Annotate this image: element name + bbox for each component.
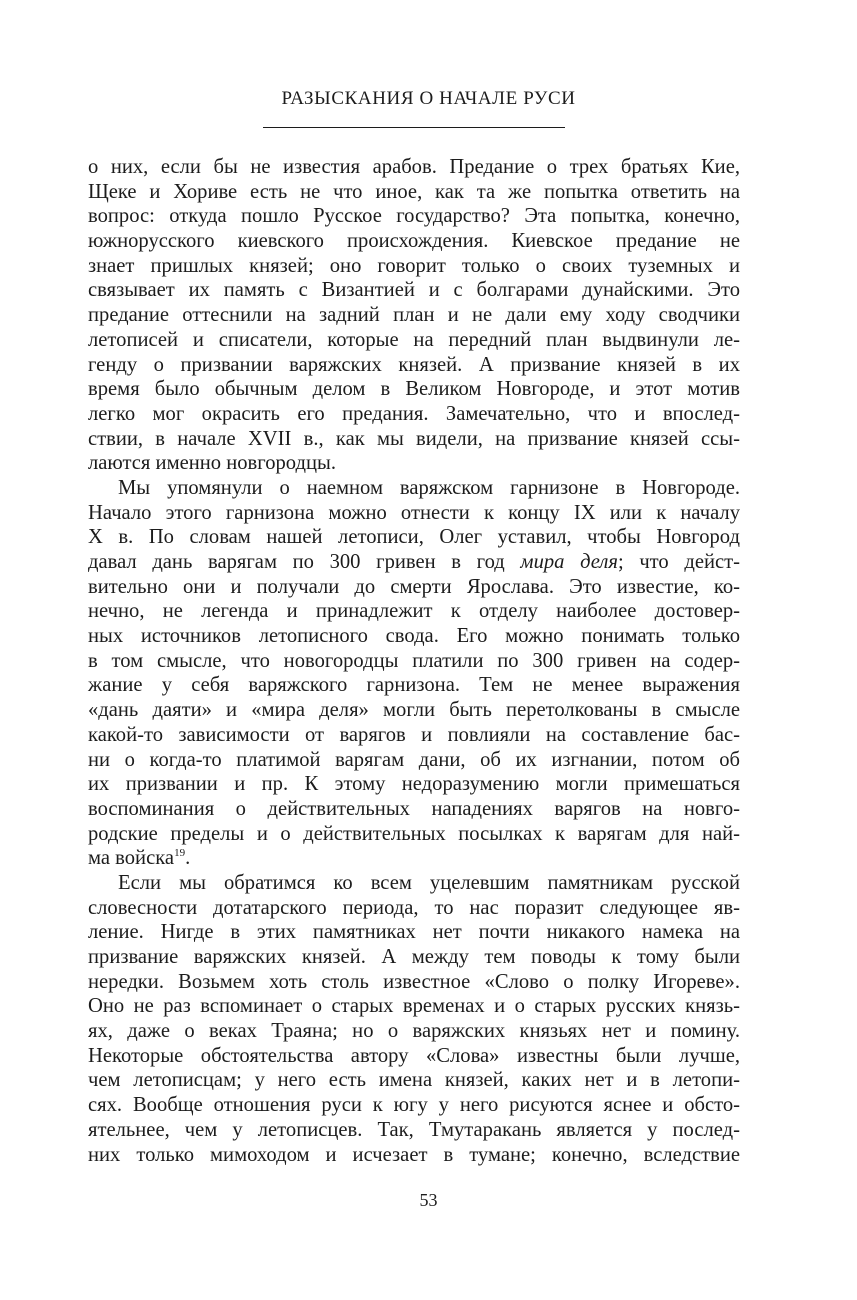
text-line: ятельнее, чем у летописцев. Так, Тмутаракань является у послед- xyxy=(88,1118,740,1141)
text-line: Если мы обратимся ко всем уцелевшим памятникам русской xyxy=(118,871,740,894)
text-line: родские пределы и о действительных посылках к варягам для най- xyxy=(88,822,740,845)
text-line: какой-то зависимости от варягов и повлияли на составление бас- xyxy=(88,723,740,746)
text-line: генду о призвании варяжских князей. А призвание князей в их xyxy=(88,353,740,376)
text-line: ных источников летописного свода. Его можно понимать только xyxy=(88,625,740,648)
header-rule xyxy=(263,127,565,128)
text-line: Некоторые обстоятельства автору «Слова» известны были лучше, xyxy=(88,1044,740,1067)
text-line: о них, если бы не известия арабов. Предание о трех братьях Кие, xyxy=(88,156,740,178)
text-run: ма войска xyxy=(88,847,175,870)
paragraph xyxy=(88,476,740,871)
text-line: сях. Вообще отношения руси к югу у него рисуются яснее и обсто- xyxy=(88,1094,740,1117)
text-run: давал дань варягам по 300 гривен в год xyxy=(88,551,521,573)
text-line: «дань даяти» и «мира деля» могли быть перетолкованы в смысле xyxy=(88,699,740,722)
text-line: словесности дотатарского периода, то нас поразит следующее яв- xyxy=(88,896,740,919)
text-line: ях, даже о веках Траяна; но о варяжских князьях нет и помину. xyxy=(88,1020,740,1043)
text-run: . xyxy=(185,847,191,870)
footnote-marker[interactable]: 19 xyxy=(174,847,186,860)
text-line: в том смысле, что новогородцы платили по 300 гривен на содер- xyxy=(88,649,740,672)
text-line: ление. Нигде в этих памятниках нет почти никакого намека на xyxy=(88,921,740,944)
body-text xyxy=(88,155,740,1167)
text-line xyxy=(88,550,740,575)
text-line: южнорусского киевского происхождения. Киевское предание не xyxy=(88,230,740,253)
text-line: жание у себя варяжского гарнизона. Тем не менее выражения xyxy=(88,674,740,697)
text-line: лаются именно новгородцы. xyxy=(88,452,336,475)
text-line: вопрос: откуда пошло Русское государство? Эта попытка, конечно, xyxy=(88,205,740,228)
text-line: нередки. Возьмем хоть столь известное «Слово о полку Игореве». xyxy=(88,970,740,993)
text-line: легко мог окрасить его предания. Замечательно, что и впослед- xyxy=(88,402,740,425)
text-line: X в. По словам нашей летописи, Олег уставил, чтобы Новгород xyxy=(88,526,740,549)
text-line: летописей и списатели, которые на передний план выдвинули ле- xyxy=(88,328,740,351)
paragraph xyxy=(88,155,740,476)
text-line: ствии, в начале XVII в., как мы видели, на призвание князей ссы- xyxy=(88,427,740,450)
text-line: Щеке и Хориве есть не что иное, как та же попытка ответить на xyxy=(88,180,740,203)
text-line xyxy=(88,846,740,871)
text-line: знает пришлых князей; оно говорит только о своих туземных и xyxy=(88,254,740,277)
text-line: Мы упомянули о наемном варяжском гарнизоне в Новгороде. xyxy=(118,476,740,499)
text-line: предание оттеснили на задний план и не дали ему ходу сводчики xyxy=(88,304,740,327)
text-line: их призвании и пр. К этому недоразумению могли примешаться xyxy=(88,773,740,796)
italic-phrase: мира деля xyxy=(520,551,618,573)
text-line: воспоминания о действительных нападениях варягов на новго- xyxy=(88,797,740,820)
text-line: ни о когда-то платимой варягам дани, об их изгнании, потом об xyxy=(88,748,740,771)
text-line: них только мимоходом и исчезает в тумане; конечно, вследствие xyxy=(88,1143,740,1166)
paragraph xyxy=(88,871,740,1167)
text-line: нечно, не легенда и принадлежит к отделу наиболее достовер- xyxy=(88,600,740,623)
text-line: чем летописцам; у него есть имена князей, каких нет и в летопи- xyxy=(88,1069,740,1092)
text-line: время было обычным делом в Великом Новгороде, и этот мотив xyxy=(88,378,740,401)
text-run: ; что дейст- xyxy=(617,551,740,573)
page-number: 53 xyxy=(419,1190,438,1210)
text-line: вительно они и получали до смерти Ярослава. Это известие, ко- xyxy=(88,575,740,598)
text-line: Начало этого гарнизона можно отнести к концу IX или к началу xyxy=(88,501,740,524)
running-header: РАЗЫСКАНИЯ О НАЧАЛЕ РУСИ xyxy=(281,88,576,109)
text-line: призвание варяжских князей. А между тем поводы к тому были xyxy=(88,946,740,968)
text-line: Оно не раз вспоминает о старых временах и о старых русских князь- xyxy=(88,995,740,1018)
text-line: связывает их память с Византией и с болгарами дунайскими. Это xyxy=(88,279,740,302)
